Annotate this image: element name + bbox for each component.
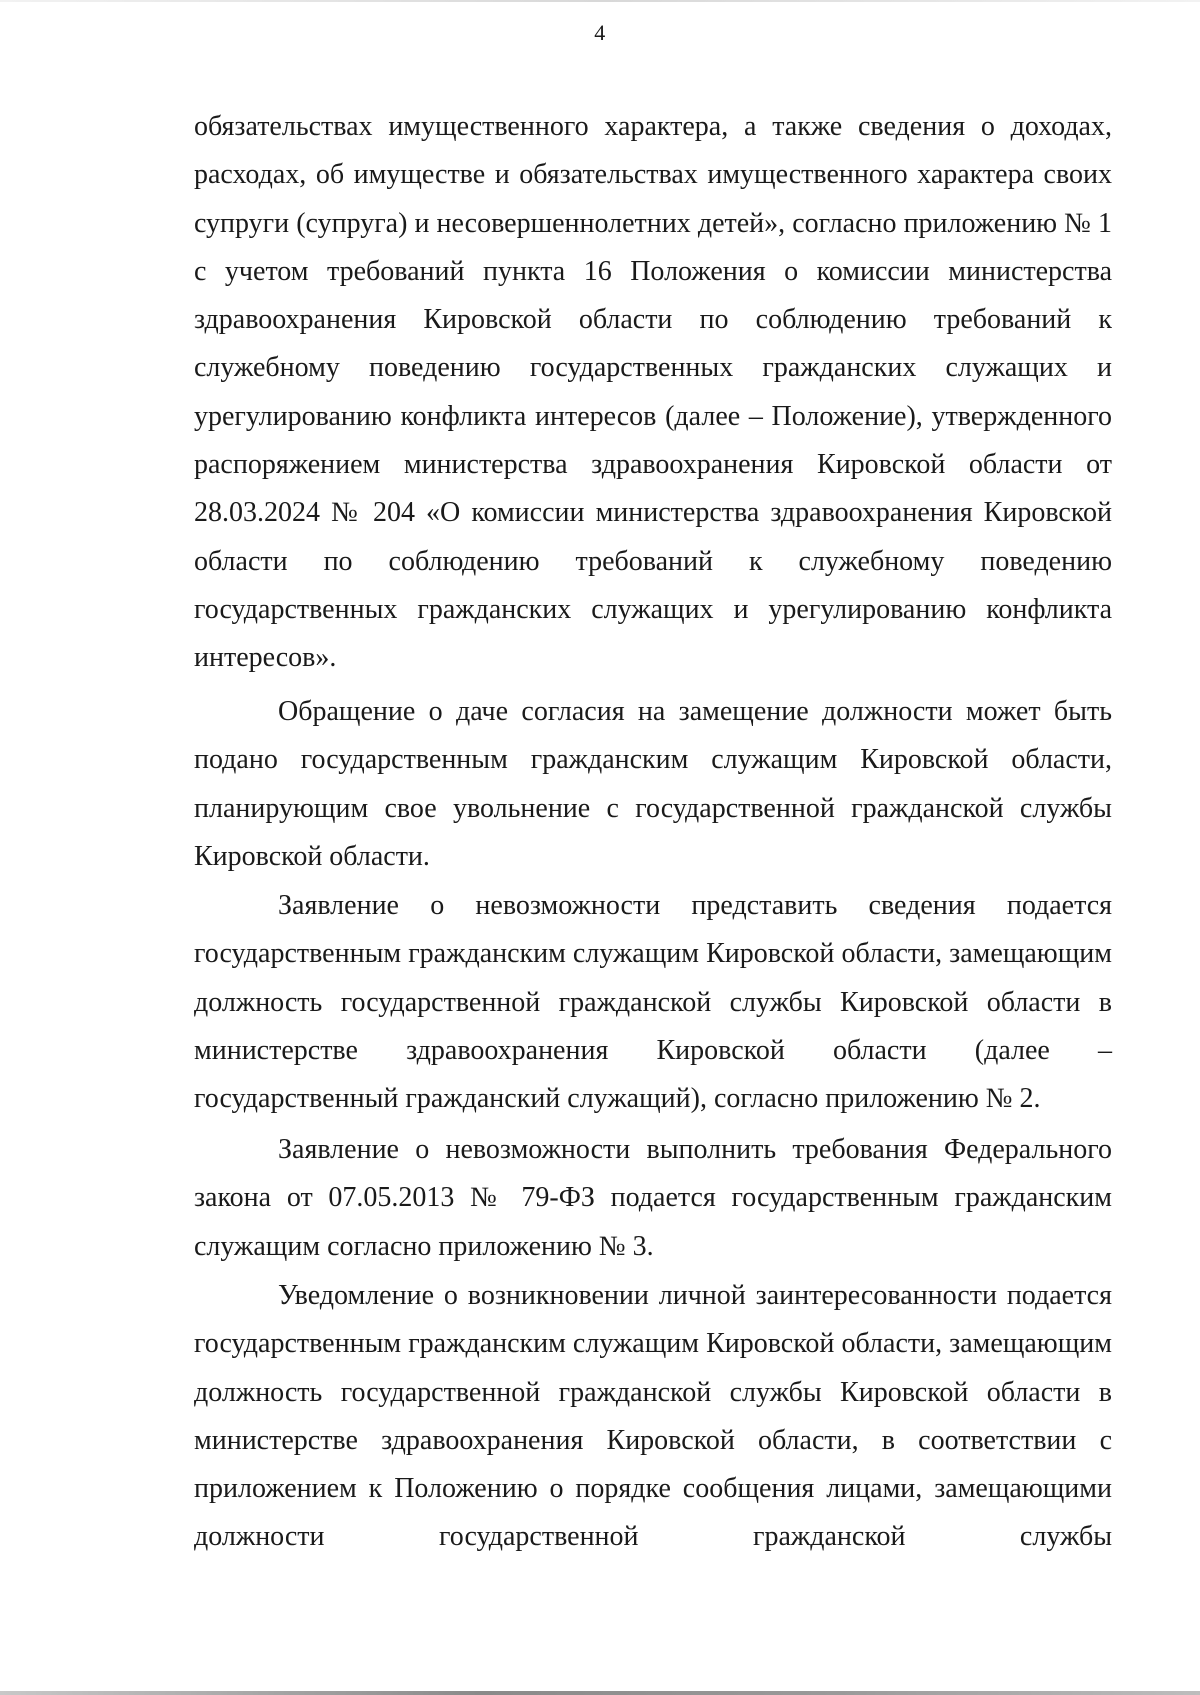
paragraph-text: Уведомление о возникновении личной заинтересованности подается государственным гражданским служащим Кировской области, замещающим должность государственной гражданской службы Кировской области в министерстве здравоохранения Кировской области, в соответствии с приложением к Положению о порядке сообщения лицами, замещающими должности государственной гражданской службы bbox=[194, 1280, 1112, 1553]
paragraph-text: обязательствах имущественного характера, а также сведения о доходах, расходах, об имуществе и обязательствах имущественного характера своих супруги (супруга) и несовершеннолетних детей», согласно приложению № 1 с учетом требований пункта 16 Положения о комиссии министерства здравоохранения Кировской области по соблюдению требований к служебному поведению государственных гражданских служащих и урегулированию конфликта интересов (далее – Положение), утвержденного распоряжением министерства здравоохранения Кировской области от 28.03.2024 № 204 «О комиссии министерства здравоохранения Кировской области по соблюдению требований к служебному поведению государственных гражданских служащих и урегулированию конфликта интересов». bbox=[194, 111, 1112, 674]
scan-bottom-edge bbox=[0, 1691, 1200, 1695]
paragraph-continuation bbox=[194, 103, 1112, 683]
paragraph-text: Обращение о даче согласия на замещение должности может быть подано государственным гражданским служащим Кировской области, планирующим свое увольнение с государственной гражданской службы Кировской области. bbox=[194, 696, 1112, 872]
page-number: 4 bbox=[594, 20, 606, 45]
scan-top-edge bbox=[0, 0, 1200, 2]
paragraph-personal-interest bbox=[194, 1272, 1112, 1562]
paragraph-consent-request bbox=[194, 688, 1112, 881]
paragraph-inability-to-comply bbox=[194, 1126, 1112, 1271]
paragraph-text: Заявление о невозможности выполнить требования Федерального закона от 07.05.2013 № 79-ФЗ подается государственным гражданским служащим согласно приложению № 3. bbox=[194, 1134, 1112, 1262]
paragraph-inability-to-submit bbox=[194, 882, 1112, 1123]
paragraph-text: Заявление о невозможности представить сведения подается государственным гражданским служащим Кировской области, замещающим должность государственной гражданской службы Кировской области в министерстве здравоохранения Кировской области (далее – государственный гражданский служащий), согласно приложению № 2. bbox=[194, 890, 1112, 1115]
